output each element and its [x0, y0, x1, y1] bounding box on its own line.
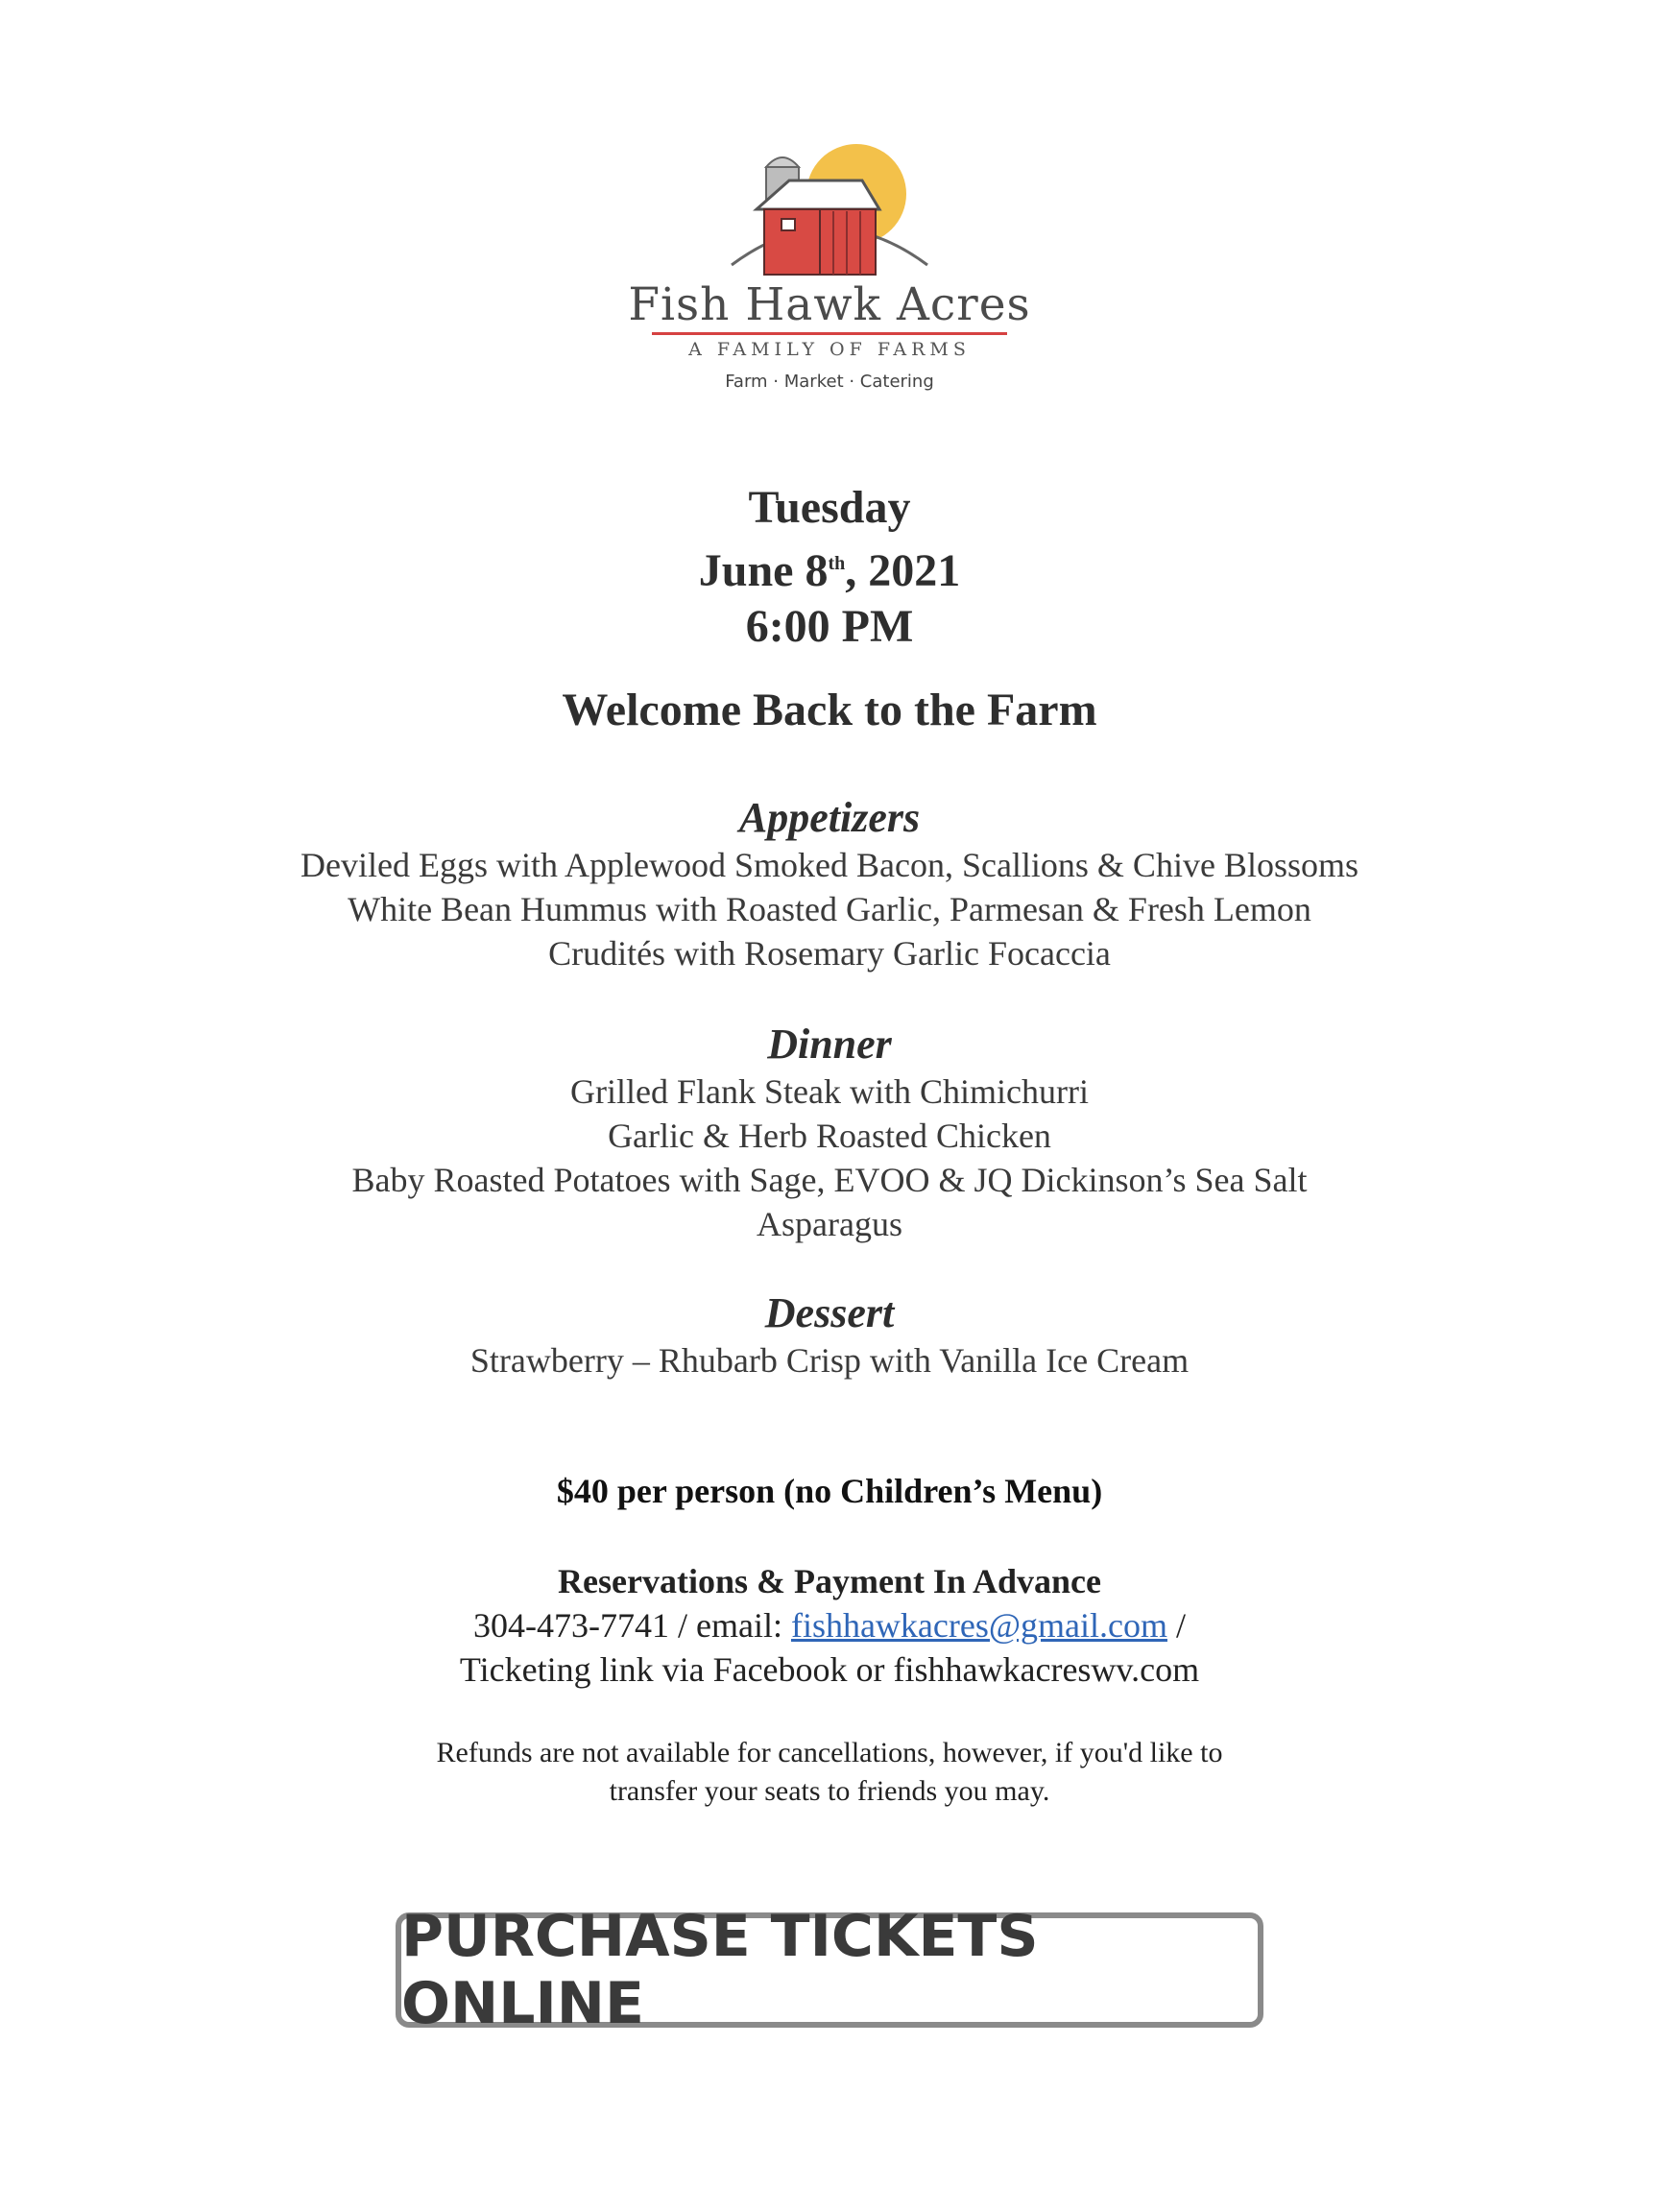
menu-item: Deviled Eggs with Applewood Smoked Bacon, Scallions & Chive Blossoms	[301, 846, 1358, 884]
brand-tagline: Farm · Market · Catering	[725, 372, 934, 392]
menu-item: Baby Roasted Potatoes with Sage, EVOO & JQ Dickinson’s Sea Salt	[351, 1161, 1308, 1199]
menu-item: Garlic & Herb Roasted Chicken	[608, 1117, 1051, 1155]
price-text: $40 per person (no Children’s Menu)	[556, 1472, 1103, 1510]
menu-item: Grilled Flank Steak with Chimichurri	[570, 1072, 1089, 1111]
email-link[interactable]: fishhawkacres@gmail.com	[790, 1606, 1167, 1645]
section-title: Dinner	[767, 1021, 892, 1068]
purchase-tickets-button[interactable]: PURCHASE TICKETS ONLINE	[396, 1912, 1263, 2028]
ticketing-text: Ticketing link via Facebook or fishhawkacreswv.com	[459, 1650, 1200, 1689]
brand-subtitle: A FAMILY OF FARMS	[688, 339, 971, 360]
reservations-info	[0, 1559, 1659, 1692]
event-date: June 8th, 2021	[698, 545, 961, 596]
menu-item: Strawberry – Rhubarb Crisp with Vanilla Ice Cream	[469, 1341, 1190, 1380]
refund-policy	[0, 1734, 1659, 1811]
brand-name: Fish Hawk Acres	[628, 278, 1031, 331]
barn-sun-icon	[714, 134, 945, 278]
contact-line	[0, 1603, 1659, 1647]
brand-logo	[0, 134, 1659, 392]
menu-item: Asparagus	[757, 1205, 902, 1243]
event-day: Tuesday	[748, 482, 911, 533]
phone-text: 304-473-7741 / email:	[473, 1606, 791, 1645]
event-datetime	[0, 480, 1659, 655]
menu-item: White Bean Hummus with Roasted Garlic, Parmesan & Fresh Lemon	[348, 890, 1311, 928]
menu-section-appetizers	[0, 793, 1659, 975]
welcome-heading: Welcome Back to the Farm	[562, 685, 1097, 735]
section-title: Dessert	[764, 1289, 895, 1336]
refund-line: transfer your seats to friends you may.	[609, 1775, 1050, 1807]
menu-section-dinner	[0, 1020, 1659, 1246]
event-time: 6:00 PM	[745, 601, 914, 652]
refund-line: Refunds are not available for cancellations, however, if you'd like to	[436, 1737, 1223, 1768]
section-title: Appetizers	[738, 794, 921, 841]
contact-separator: /	[1166, 1606, 1186, 1645]
menu-section-dessert	[0, 1288, 1659, 1382]
brand-rule	[652, 332, 1007, 335]
menu-item: Crudités with Rosemary Garlic Focaccia	[548, 934, 1111, 973]
reservations-heading: Reservations & Payment In Advance	[558, 1562, 1101, 1600]
